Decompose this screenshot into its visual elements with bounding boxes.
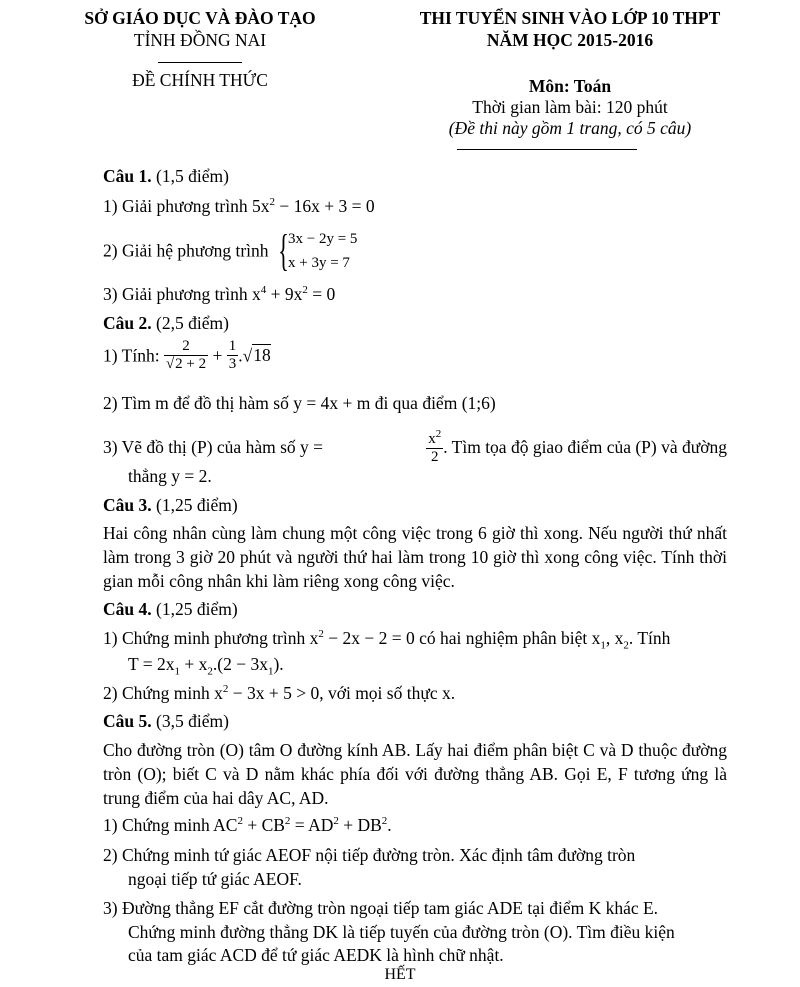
fraction: $\frac{x^2}{2}$ — [428, 428, 442, 466]
fraction: $\frac{1}{3}$ — [228, 338, 237, 373]
end-marker: HẾT — [384, 966, 416, 983]
part-text: có hai nghiệm phân biệt — [419, 628, 588, 648]
question-title: Câu 4. — [103, 599, 152, 619]
question-5-part-3-cont-1: Chứng minh đường thẳng DK là tiếp tuyến của đường tròn (O). Tìm điều kiện — [128, 922, 675, 942]
part-text: . Tìm tọa độ giao điểm của (P) và đường — [443, 436, 727, 457]
question-points: (3,5 điểm) — [156, 711, 229, 731]
question-4-part-1: 1) Chứng minh phương trình $x^2 - 2x - 2 = 0$ có hai nghiệm phân biệt $x_1$, $x_2$. Tính — [103, 628, 671, 652]
part-text: 2) Chứng minh — [103, 683, 210, 703]
exam-note: (Đề thi này gồm 1 trang, có 5 câu) — [448, 118, 692, 138]
question-3-heading — [103, 495, 238, 516]
question-5-part-3-cont-2: của tam giác ACD để tứ giác AEDK là hình chữ nhật. — [128, 945, 504, 965]
question-5-part-1: 1) Chứng minh $AC^2 + CB^2 = AD^2 + DB^2$. — [103, 815, 392, 835]
question-1-part-2 — [103, 227, 357, 275]
part-text: 2) Giải hệ phương trình — [103, 240, 269, 261]
question-points: (1,25 điểm) — [156, 495, 238, 515]
system-brace: { — [278, 226, 289, 275]
province-name: TỈNH ĐỒNG NAI — [133, 30, 267, 50]
header-divider-left — [158, 62, 242, 63]
question-4-part-2: 2) Chứng minh $x^2 - 3x + 5 > 0$, với mọi số thực x. — [103, 683, 456, 703]
question-2-heading — [103, 313, 229, 334]
part-text: 1) Tính: — [103, 345, 160, 366]
exam-title: THI TUYỂN SINH VÀO LỚP 10 THPT — [419, 8, 721, 28]
part-text: , với mọi số thực x. — [319, 683, 456, 703]
question-4-part-1-expr: $T = 2x_1 + x_2.(2 - 3x_1)$. — [128, 654, 284, 678]
question-2-part-3 — [103, 428, 727, 467]
header-divider-right — [457, 149, 637, 150]
question-5-part-2-cont: ngoại tiếp tứ giác AEOF. — [128, 869, 302, 889]
part-text: 3) Giải phương trình — [103, 284, 248, 304]
school-year: NĂM HỌC 2015-2016 — [486, 30, 654, 50]
question-points: (2,5 điểm) — [156, 313, 229, 333]
part-text: 1) Chứng minh — [103, 815, 210, 835]
department-name: SỞ GIÁO DỤC VÀ ĐÀO TẠO — [84, 8, 316, 28]
official-label: ĐỀ CHÍNH THỨC — [132, 70, 268, 90]
fraction: $\frac{2}{√2 + 2}$ — [165, 338, 207, 373]
part-text: 3) Vẽ đồ thị (P) của hàm số y = — [103, 436, 323, 457]
question-5-part-3: 3) Đường thẳng EF cắt đường tròn ngoại tiếp tam giác ADE tại điểm K khác E. — [103, 898, 659, 918]
question-2-part-3-cont: thẳng y = 2. — [128, 466, 212, 486]
question-title: Câu 5. — [103, 711, 152, 731]
question-5-body: Cho đường tròn (O) tâm O đường kính AB. Lấy hai điểm phân biệt C và D thuộc đường tròn (O); biết C và D nằm khác phía đối với đường thẳng AB. Gọi E, F tương ứng là trung điểm của hai dây AC, AD. — [103, 740, 727, 808]
question-1-part-1: 1) Giải phương trình $5x^2 - 16x + 3 = 0$ — [103, 196, 375, 216]
question-1-part-3: 3) Giải phương trình $x^4 + 9x^2 = 0$ — [103, 284, 336, 304]
question-title: Câu 1. — [103, 166, 152, 186]
part-text: . Tính — [628, 628, 671, 648]
part-text: 1) Giải phương trình — [103, 196, 248, 216]
question-2-part-2: 2) Tìm m để đồ thị hàm số y = 4x + m đi qua điểm (1;6) — [103, 393, 496, 413]
question-points: (1,25 điểm) — [156, 599, 238, 619]
question-1-heading — [103, 166, 229, 187]
question-title: Câu 3. — [103, 495, 152, 515]
question-5-part-2: 2) Chứng minh tứ giác AEOF nội tiếp đường tròn. Xác định tâm đường tròn — [103, 845, 636, 865]
subject: Môn: Toán — [528, 76, 612, 96]
question-points: (1,5 điểm) — [156, 166, 229, 186]
question-2-part-1: 1) Tính: $\frac{2}{√2 + 2}$ + $\frac{1}{3}$ .√18 — [103, 338, 271, 373]
time-allowed: Thời gian làm bài: 120 phút — [472, 97, 668, 117]
equation-system: 3x − 2y = 5 x + 3y = 7 — [288, 231, 358, 271]
question-3-body: Hai công nhân cùng làm chung một công việc trong 6 giờ thì xong. Nếu người thứ nhất làm trong 3 giờ 20 phút và người thứ hai làm trong 10 giờ thì xong công việc. Tính thời gian mỗi công nhân khi làm riêng xong công việc. — [103, 523, 727, 591]
question-4-heading — [103, 599, 238, 620]
question-5-heading — [103, 711, 229, 732]
question-title: Câu 2. — [103, 313, 152, 333]
part-text: 1) Chứng minh phương trình — [103, 628, 306, 648]
